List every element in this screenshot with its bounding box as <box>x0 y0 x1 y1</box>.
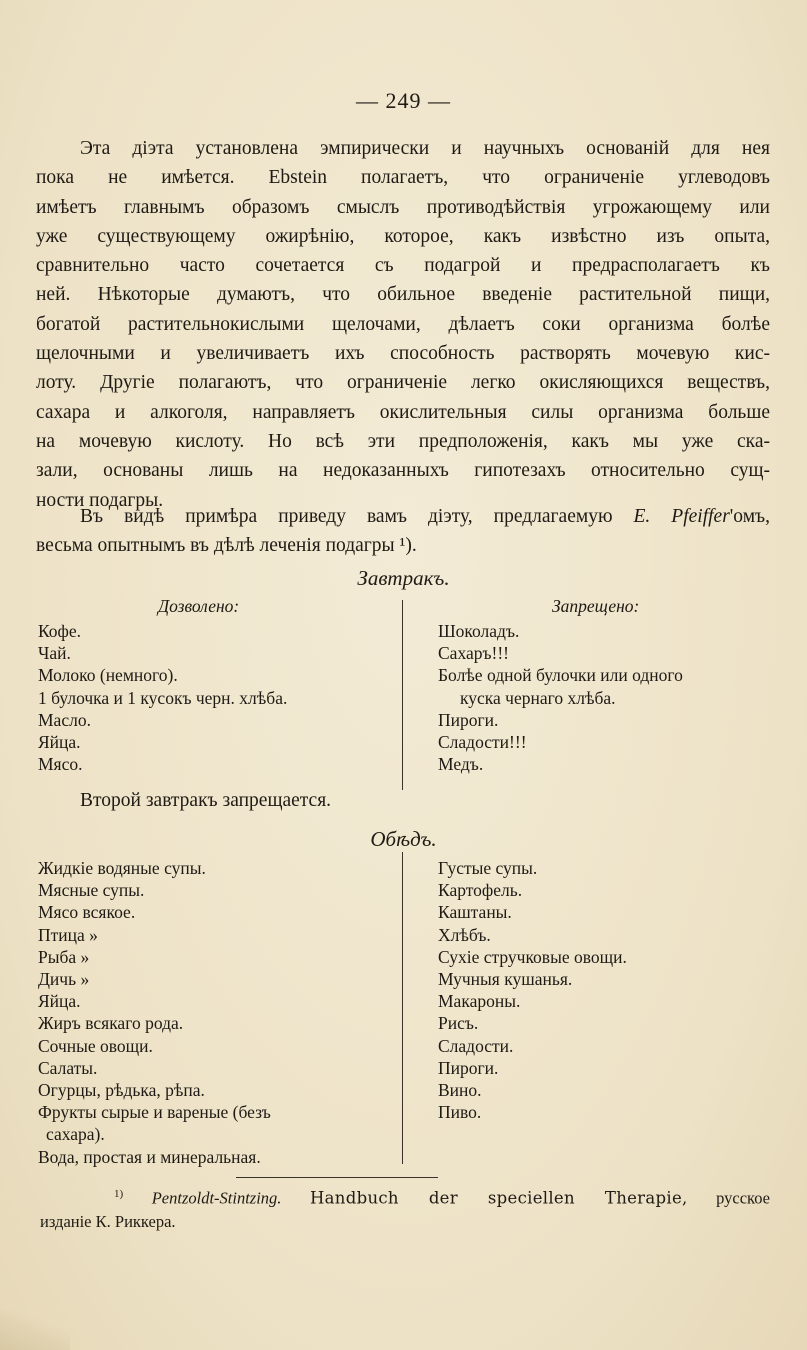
list-item: Чай. <box>38 643 71 664</box>
list-item: Густые супы. <box>438 858 538 878</box>
dinner-forbidden-list <box>438 857 627 1123</box>
list-item: Рыба » <box>38 946 90 967</box>
list-item: Медъ. <box>438 754 484 775</box>
column-divider <box>402 852 403 1164</box>
paragraph-line: сахара и алкоголя, направляетъ окислительныя силы организма больше <box>36 401 770 423</box>
list-item: Рисъ. <box>438 1013 479 1034</box>
column-divider <box>402 600 403 790</box>
list-item: Мясо всякое. <box>38 902 136 923</box>
footnote-line: изданіе К. Риккера. <box>40 1211 176 1231</box>
intro-suffix: 'омъ, <box>729 506 770 527</box>
breakfast-forbidden-list <box>438 620 683 775</box>
paragraph-line: богатой растительнокислыми щелочами, дѣлаетъ соки организма болѣе <box>36 313 770 335</box>
paragraph-1 <box>36 134 770 515</box>
list-item: Пироги. <box>438 1057 499 1078</box>
list-item: Сухіе стручковые овощи. <box>438 946 627 967</box>
list-item: Огурцы, рѣдька, рѣпа. <box>38 1080 205 1101</box>
footnote-book: Handbuch der speciellen Therapie, <box>309 1188 688 1208</box>
footnote <box>40 1183 770 1233</box>
list-item: Сладости!!! <box>438 732 527 753</box>
list-item: Мясо. <box>38 754 83 775</box>
paragraph-line: лоту. Другіе полагаютъ, что ограниченіе легко окисляющихся веществъ, <box>36 372 770 394</box>
paragraph-line: сравнительно часто сочетается съ подагрой и предрасполагаетъ къ <box>36 255 770 277</box>
breakfast-heading: Завтракъ. <box>357 566 450 590</box>
footnote-author: Pentzoldt-Stintzing. <box>151 1188 282 1208</box>
list-item: Птица » <box>38 924 98 945</box>
list-item: Яйца. <box>38 991 81 1012</box>
footnote-line <box>40 1183 770 1210</box>
intro-text: Въ видѣ примѣра приведу вамъ діэту, предлагаемую <box>80 506 634 527</box>
list-item: Макароны. <box>438 991 521 1012</box>
list-item: Дичь » <box>38 969 90 990</box>
list-item: Сочные овощи. <box>38 1035 153 1056</box>
list-item: Шоколадъ. <box>438 621 520 641</box>
dinner-allowed-list <box>38 857 271 1168</box>
list-item: Болѣе одной булочки или одного <box>438 665 683 686</box>
paragraph-line: зали, основаны лишь на недоказанныхъ гипотезахъ относительно сущ- <box>36 460 770 482</box>
list-item: Вода, простая и минеральная. <box>38 1146 261 1167</box>
list-item: Пиво. <box>438 1102 482 1123</box>
page-corner-wear <box>0 1310 70 1350</box>
list-item: 1 булочка и 1 кусокъ черн. хлѣба. <box>38 687 288 708</box>
list-item: Фрукты сырые и вареные (безъ <box>38 1102 271 1123</box>
paragraph-2 <box>36 502 770 561</box>
list-item: Мясные супы. <box>38 880 145 901</box>
breakfast-allowed-list <box>38 620 287 775</box>
list-item: Сладости. <box>438 1035 514 1056</box>
list-item: Вино. <box>438 1080 482 1101</box>
page-number: — 249 — <box>356 88 451 113</box>
list-item: Жидкіе водяные супы. <box>38 858 206 878</box>
paragraph-line: ности подагры. <box>36 489 164 511</box>
list-item: куска чернаго хлѣба. <box>460 687 616 708</box>
list-item: Жиръ всякаго рода. <box>38 1013 184 1034</box>
list-item: сахара). <box>46 1124 105 1145</box>
paragraph-line: имѣетъ главнымъ образомъ смыслъ противодѣйствія угрожающему или <box>36 196 770 218</box>
paragraph-line: пока не имѣется. Ebstein полагаетъ, что ограниченіе углеводовъ <box>36 167 770 189</box>
paragraph-line: щелочными и увеличиваетъ ихъ способность растворять мочевую кис- <box>36 343 770 365</box>
paragraph-line: Эта діэта установлена эмпирически и научныхъ основаній для нея <box>80 138 770 159</box>
paragraph-line <box>36 502 770 531</box>
paragraph-line: ней. Нѣкоторые думаютъ, что обильное введеніе растительной пищи, <box>36 284 770 306</box>
list-item: Яйца. <box>38 732 81 753</box>
second-breakfast-note: Второй завтракъ запрещается. <box>80 790 332 811</box>
footnote-rest: русское <box>716 1188 770 1208</box>
list-item: Пироги. <box>438 709 499 730</box>
list-item: Кофе. <box>38 621 82 641</box>
list-item: Картофель. <box>438 880 523 901</box>
author-name: E. Pfeiffer <box>633 506 730 527</box>
list-item: Сахаръ!!! <box>438 643 510 664</box>
footnote-rule <box>236 1177 438 1178</box>
list-item: Каштаны. <box>438 902 512 923</box>
forbidden-heading: Запрещено: <box>552 596 640 616</box>
dinner-heading: Обѣдъ. <box>370 827 437 851</box>
list-item: Хлѣбъ. <box>438 924 491 945</box>
list-item: Молоко (немного). <box>38 665 178 686</box>
list-item: Салаты. <box>38 1057 98 1078</box>
allowed-heading: Дозволено: <box>158 596 240 616</box>
paragraph-line: весьма опытнымъ въ дѣлѣ леченія подагры ¹). <box>36 535 417 557</box>
footnote-marker: 1) <box>114 1188 124 1200</box>
list-item: Мучныя кушанья. <box>438 969 573 990</box>
paragraph-line: уже существующему ожирѣнію, которое, какъ извѣстно изъ опыта, <box>36 225 770 247</box>
paragraph-line: на мочевую кислоту. Но всѣ эти предположенія, какъ мы уже ска- <box>36 430 770 452</box>
list-item: Масло. <box>38 709 91 730</box>
